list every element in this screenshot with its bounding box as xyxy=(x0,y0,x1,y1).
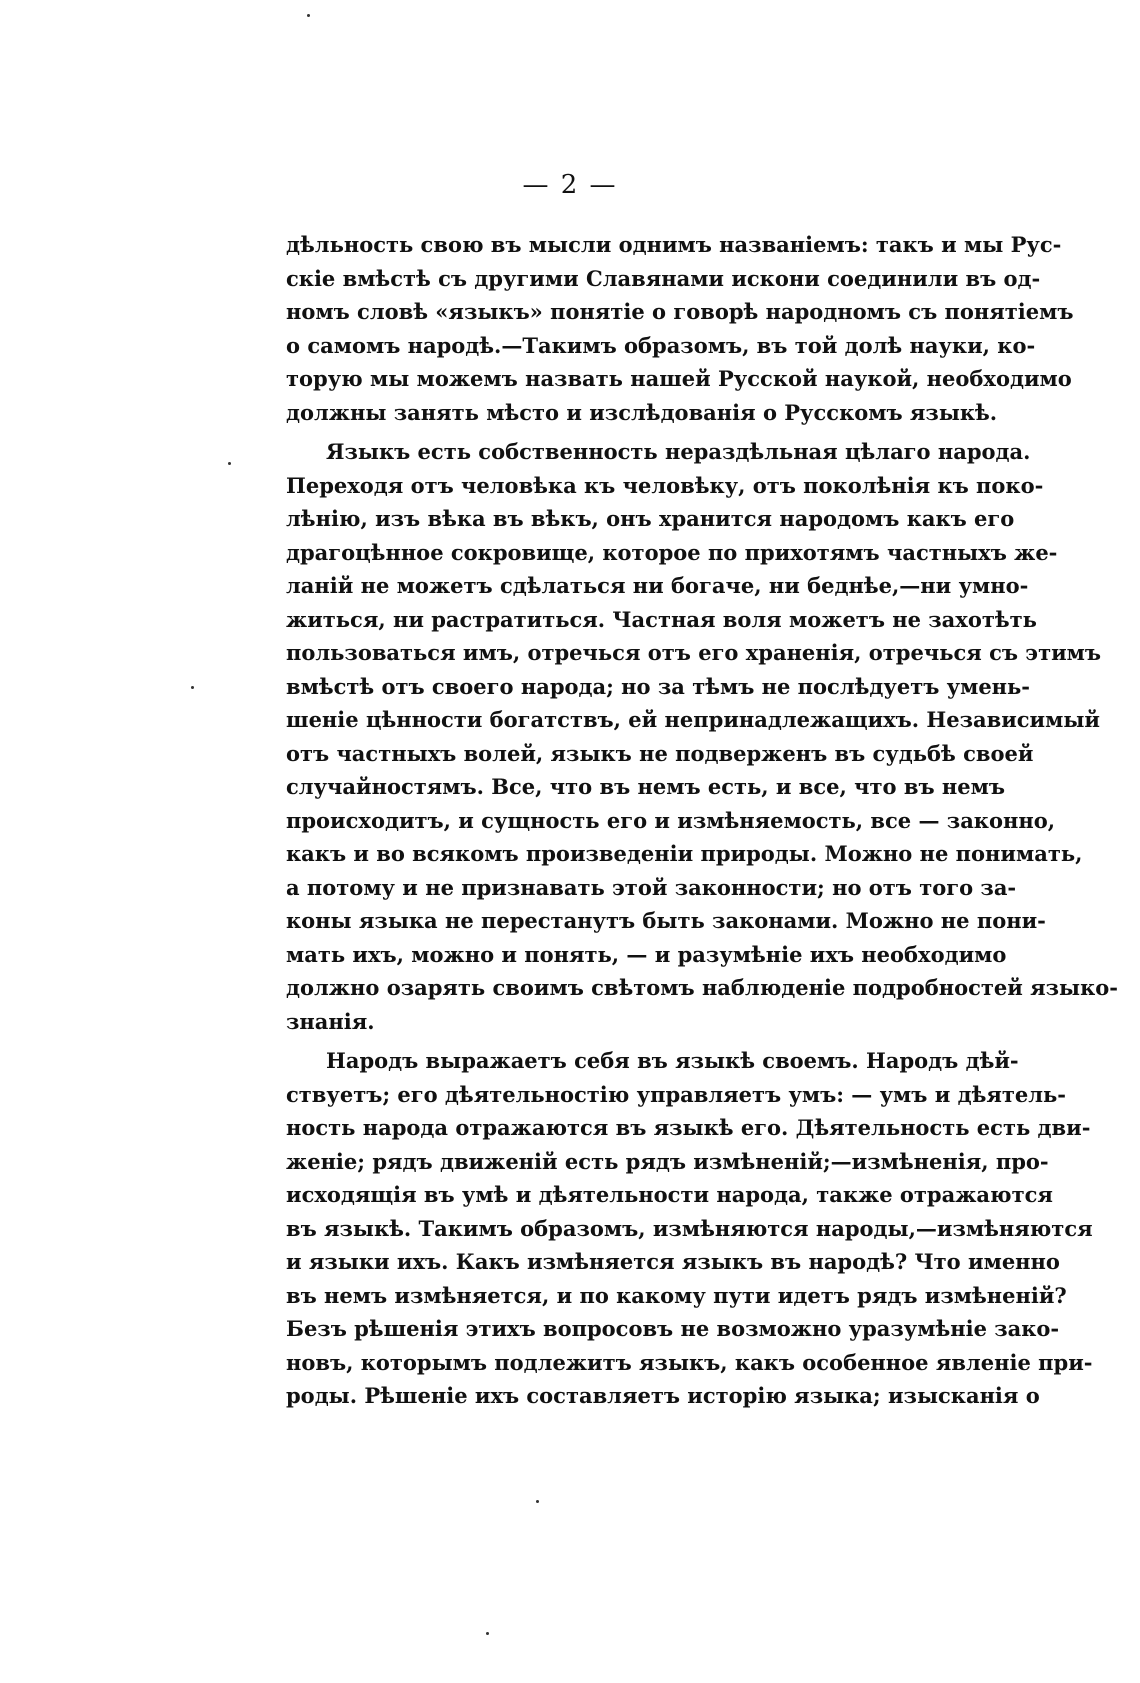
text-line: драгоцѣнное сокровище, которое по прихотямъ частныхъ же- xyxy=(286,539,1058,565)
text-line: отъ частныхъ волей, языкъ не подверженъ въ судьбѣ своей xyxy=(286,740,1034,766)
text-line: коны языка не перестанутъ быть законами. Можно не пони- xyxy=(286,908,1046,933)
text-line: знанія. xyxy=(286,1008,375,1034)
text-line: должны занять мѣсто и изслѣдованія о Русскомъ языкѣ. xyxy=(286,399,998,425)
scan-speck xyxy=(228,462,231,465)
text-line: Языкъ есть собственность нераздѣльная цѣлаго народа. xyxy=(326,439,1031,464)
text-line: дѣльность свою въ мысли однимъ названіемъ: такъ и мы Рус- xyxy=(286,232,1062,257)
text-line: въ языкѣ. Такимъ образомъ, измѣняются народы,—измѣняются xyxy=(286,1215,1093,1241)
text-line: какъ и во всякомъ произведеніи природы. Можно не понимать, xyxy=(286,841,1083,866)
text-line: и языки ихъ. Какъ измѣняется языкъ въ народѣ? Что именно xyxy=(286,1249,1060,1274)
text-line: торую мы можемъ назвать нашей Русской наукой, необходимо xyxy=(286,366,1072,391)
text-line: вмѣстѣ отъ своего народа; но за тѣмъ не послѣдуетъ умень- xyxy=(286,673,1031,699)
text-line: номъ словѣ «языкъ» понятіе о говорѣ народномъ съ понятіемъ xyxy=(286,299,1074,324)
text-line: въ немъ измѣняется, и по какому пути идетъ рядъ измѣненій? xyxy=(286,1282,1067,1308)
text-line: новъ, которымъ подлежитъ языкъ, какъ особенное явленіе при- xyxy=(286,1349,1093,1375)
text-line: Переходя отъ человѣка къ человѣку, отъ поколѣнія къ поко- xyxy=(286,472,1044,498)
scan-speck xyxy=(191,686,194,689)
text-line: ланій не можетъ сдѣлаться ни богаче, ни беднѣе,—ни умно- xyxy=(286,573,1029,598)
body-text xyxy=(286,228,1118,1413)
scan-speck xyxy=(536,1500,539,1503)
text-line: случайностямъ. Все, что въ немъ есть, и все, что въ немъ xyxy=(286,774,1005,799)
text-line: а потому и не признавать этой законности; но отъ того за- xyxy=(286,874,1017,900)
scan-speck xyxy=(307,14,310,17)
text-line: должно озарять своимъ свѣтомъ наблюденіе подробностей языко- xyxy=(286,975,1118,1000)
text-line: роды. Рѣшеніе ихъ составляетъ исторію языка; изысканія о xyxy=(286,1383,1040,1408)
text-line: Народъ выражаетъ себя въ языкѣ своемъ. Народъ дѣй- xyxy=(326,1048,1019,1073)
text-line: Безъ рѣшенія этихъ вопросовъ не возможно уразумѣніе зако- xyxy=(286,1316,1060,1341)
text-line: житься, ни растратиться. Частная воля можетъ не захотѣть xyxy=(286,606,1037,632)
text-line: мать ихъ, можно и понять, — и разумѣніе ихъ необходимо xyxy=(286,941,1007,967)
text-line: женіе; рядъ движеній есть рядъ измѣненій;—измѣненія, про- xyxy=(286,1148,1049,1174)
text-line: ствуетъ; его дѣятельностію управляетъ умъ: — умъ и дѣятель- xyxy=(286,1081,1067,1107)
text-line: происходитъ, и сущность его и измѣняемость, все — законно, xyxy=(286,807,1056,833)
paragraph-2 xyxy=(286,435,1118,1038)
text-line: исходящія въ умѣ и дѣятельности народа, также отражаются xyxy=(286,1182,1053,1207)
paragraph-1 xyxy=(286,228,1074,429)
text-line: о самомъ народѣ.—Такимъ образомъ, въ той долѣ науки, ко- xyxy=(286,332,1036,358)
text-line: пользоваться имъ, отречься отъ его храненія, отречься съ этимъ xyxy=(286,640,1102,665)
page-number: — 2 — xyxy=(522,170,618,200)
text-line: скіе вмѣстѣ съ другими Славянами искони соединили въ од- xyxy=(286,265,1041,291)
scan-speck xyxy=(486,1632,489,1635)
text-line: ность народа отражаются въ языкѣ его. Дѣятельность есть дви- xyxy=(286,1115,1091,1140)
text-line: шеніе цѣнности богатствъ, ей непринадлежащихъ. Независимый xyxy=(286,707,1101,732)
text-line: лѣнію, изъ вѣка въ вѣкъ, онъ хранится народомъ какъ его xyxy=(286,506,1015,531)
paragraph-3 xyxy=(286,1044,1093,1413)
